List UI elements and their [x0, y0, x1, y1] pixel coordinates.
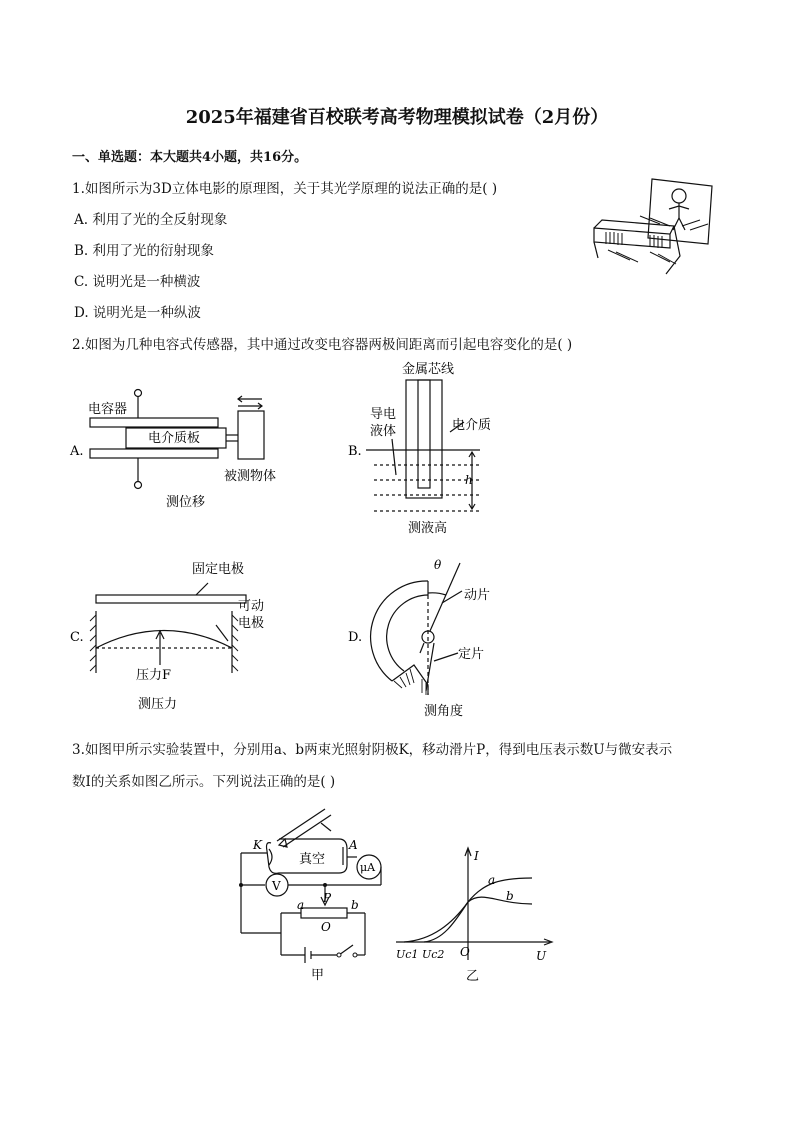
q1-option-d[interactable]: D. 说明光是一种纵波 — [74, 305, 201, 321]
q2-figure-d — [344, 553, 524, 723]
q3-jia-vacuum-label: 真空 — [299, 852, 326, 867]
q3-jia-b-end-label: b — [351, 898, 359, 912]
q3-figure-yi — [392, 842, 562, 987]
q3-yi-caption: 乙 — [466, 969, 480, 984]
q2c-movable-label-1: 可动 — [238, 599, 265, 614]
q2c-movable-label-2: 电极 — [238, 616, 265, 631]
q3-yi-uc1-label: Uc1 — [396, 948, 419, 961]
q2d-caption: 测角度 — [424, 704, 464, 719]
q3-yi-y-axis-label: I — [474, 849, 479, 863]
q3-yi-curve-b — [424, 897, 532, 942]
q2d-moving-label: 动片 — [464, 588, 491, 603]
q2-figure-b — [344, 357, 524, 542]
section-heading: 一、单选题：本大题共4小题，共16分。 — [72, 150, 308, 165]
q2d-option-letter[interactable]: D. — [348, 630, 363, 645]
q2a-object-label: 被测物体 — [224, 469, 277, 484]
q3-jia-p-label: P — [323, 891, 332, 905]
q1-3d-movie-figure — [590, 176, 720, 286]
q2b-core-label: 金属芯线 — [402, 362, 455, 377]
q3-yi-curve-b-label: b — [506, 889, 514, 903]
q3-stem-line1: 3.如图甲所示实验装置中，分别用a、b两束光照射阴极K，移动滑片P，得到电压表示数U与微安表示 — [72, 742, 673, 758]
q2c-option-letter[interactable]: C. — [70, 630, 84, 645]
q3-jia-a-end-label: a — [297, 898, 305, 912]
q2a-dielectric-label: 电介质板 — [148, 431, 201, 446]
q2d-fixed-label: 定片 — [458, 647, 485, 662]
q2-figure-a — [66, 385, 296, 510]
q3-stem-line2: 数I的关系如图乙所示。下列说法正确的是( ) — [72, 774, 336, 790]
q2b-h-label: h — [465, 473, 473, 487]
page-title: 2025年福建省百校联考高考物理模拟试卷（2月份） — [185, 107, 609, 128]
q2-stem: 2.如图为几种电容式传感器，其中通过改变电容器两极间距离而引起电容变化的是( ) — [72, 337, 573, 353]
q3-yi-uc2-label: Uc2 — [422, 948, 445, 961]
q2b-liquid-label-2: 液体 — [370, 424, 397, 439]
q2b-liquid-label-1: 导电 — [370, 407, 397, 422]
q2c-fixed-label: 固定电极 — [192, 562, 245, 577]
q2c-force-label: 压力F — [136, 668, 172, 683]
q2-figure-c — [66, 553, 296, 713]
q2b-dielectric-label: 电介质 — [452, 418, 492, 433]
q2b-caption: 测液高 — [408, 521, 448, 536]
q3-jia-voltmeter-label: V — [272, 879, 281, 893]
q3-yi-origin-label: O — [460, 945, 470, 959]
q3-jia-microammeter-label: μA — [360, 861, 376, 874]
q3-yi-curve-a-label: a — [488, 873, 496, 887]
q2c-caption: 测压力 — [138, 697, 178, 712]
q2d-theta-label: θ — [434, 558, 442, 572]
q1-option-b[interactable]: B. 利用了光的衍射现象 — [74, 243, 215, 259]
q3-jia-o-label: O — [321, 920, 331, 934]
q2a-capacitor-label: 电容器 — [88, 402, 128, 417]
q2a-option-letter[interactable]: A. — [70, 444, 84, 459]
q1-option-c[interactable]: C. 说明光是一种横波 — [74, 274, 201, 290]
q3-jia-k-label: K — [253, 838, 262, 852]
q3-jia-caption: 甲 — [311, 968, 325, 983]
q1-stem: 1.如图所示为3D立体电影的原理图，关于其光学原理的说法正确的是( ) — [72, 181, 498, 197]
q3-jia-a-label: A — [349, 838, 358, 852]
q1-option-a[interactable]: A. 利用了光的全反射现象 — [74, 212, 228, 228]
q2a-caption: 测位移 — [166, 495, 206, 510]
q3-figure-jia — [235, 805, 395, 985]
q2b-option-letter[interactable]: B. — [348, 444, 362, 459]
q3-yi-x-axis-label: U — [536, 949, 547, 963]
